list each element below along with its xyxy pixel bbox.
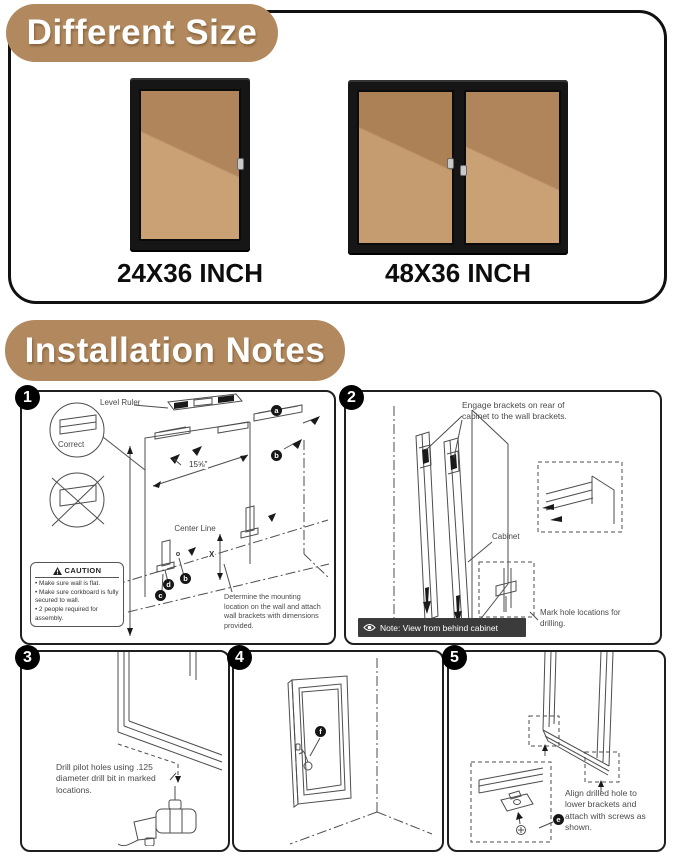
- caution-title: [35, 566, 119, 578]
- board-24x36-cork: [139, 89, 241, 241]
- step2-instruction: Engage brackets on rear of cabinet to the wall brackets.: [462, 400, 567, 422]
- board-48x36-image: [348, 80, 568, 255]
- caution-box: [30, 562, 124, 627]
- board-24x36-lock-icon: [237, 158, 244, 170]
- step2-panel: [344, 390, 662, 645]
- board-48x36-lock-right-icon: [460, 165, 467, 176]
- warning-icon: [53, 567, 62, 575]
- step3-diagram: [22, 652, 224, 846]
- step3-panel: [20, 650, 230, 852]
- step3-number: 3: [15, 645, 40, 670]
- x-dimension-label: X: [209, 550, 215, 559]
- view-note-bar: [358, 618, 526, 637]
- level-ruler-label: Level Ruler: [100, 398, 141, 407]
- step4-number: 4: [227, 645, 252, 670]
- callout-e: e: [553, 814, 564, 825]
- caution-title-text: CAUTION: [64, 566, 102, 575]
- step1-panel: [20, 390, 336, 645]
- callout-f: f: [315, 726, 326, 737]
- callout-c: c: [155, 590, 166, 601]
- board-large-label: 48X36 INCH: [385, 258, 531, 288]
- step5-panel: [447, 650, 666, 852]
- step1-number: 1: [15, 385, 40, 410]
- step4-panel: [232, 650, 444, 852]
- step3-instruction: Drill pilot holes using .125 diameter drill bit in marked locations.: [56, 762, 156, 795]
- step5-instruction: Align drilled hole to lower brackets and attach with screws as shown.: [565, 788, 646, 833]
- installation-notes-title-text: Installation Notes: [24, 330, 326, 370]
- different-size-title: [6, 4, 278, 62]
- caution-item: • Make sure corkboard is fully secured to wall.: [35, 589, 119, 606]
- different-size-title-text: Different Size: [26, 13, 258, 52]
- callout-d: d: [163, 579, 174, 590]
- board-small-label: 24X36 INCH: [117, 258, 263, 288]
- step2-diagram: [346, 392, 656, 639]
- step4-diagram: [234, 652, 438, 846]
- callout-b: b: [271, 450, 282, 461]
- caution-item: • 2 people required for assembly.: [35, 606, 119, 623]
- board-24x36-image: [130, 78, 250, 252]
- correct-label: Correct: [58, 440, 85, 449]
- step2-number: 2: [339, 385, 364, 410]
- step1-note: Determine the mounting location on the wall and attach wall brackets with dimensions provided.: [224, 592, 321, 631]
- center-line-label: Center Line: [174, 524, 216, 533]
- installation-notes-title: [5, 320, 345, 381]
- callout-a: a: [271, 405, 282, 416]
- callout-b2: b: [180, 573, 191, 584]
- board-48x36-cork-right: [464, 90, 561, 245]
- mark-holes-note: Mark hole locations for drilling.: [540, 608, 621, 628]
- eye-icon: [363, 623, 376, 632]
- caution-item: • Make sure wall is flat.: [35, 580, 119, 589]
- view-note-text: Note: View from behind cabinet: [380, 622, 498, 633]
- cabinet-label: Cabinet: [492, 532, 520, 541]
- width-dimension: 15⅝": [189, 460, 208, 469]
- step5-number: 5: [442, 645, 467, 670]
- board-48x36-lock-left-icon: [447, 158, 454, 169]
- board-48x36-cork-left: [357, 90, 454, 245]
